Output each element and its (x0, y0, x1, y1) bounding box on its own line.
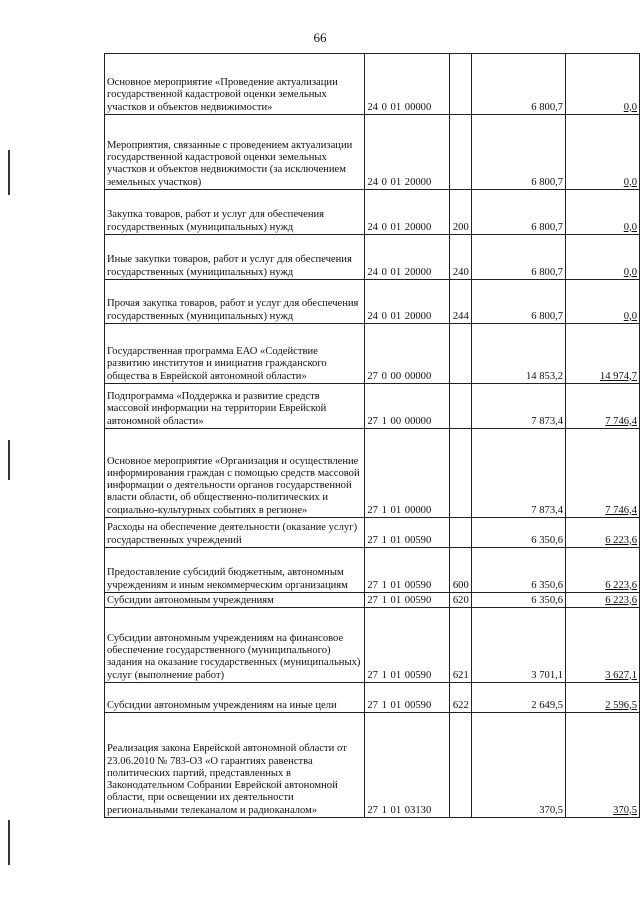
row-value-2: 0,0 (566, 280, 640, 324)
row-code: 27 1 01 03130 (365, 713, 450, 818)
row-name: Реализация закона Еврейской автономной области от 23.06.2010 № 783-ОЗ «О гарантиях равенства политических партий, представленных в Законодательном Собрании Еврейской автономной области, при освещении их деятельности региональными телеканалом и радиоканалом» (105, 713, 365, 818)
row-value-2: 3 627,1 (566, 608, 640, 683)
row-name: Субсидии автономным учреждениям (105, 593, 365, 608)
row-value-1: 14 853,2 (472, 324, 566, 384)
row-value-2: 370,5 (566, 713, 640, 818)
row-vr (450, 713, 472, 818)
row-vr (450, 115, 472, 190)
row-value-1: 6 350,6 (472, 518, 566, 548)
row-vr (450, 324, 472, 384)
row-code: 27 1 01 00000 (365, 429, 450, 518)
row-value-2: 2 596,5 (566, 683, 640, 713)
row-code: 24 0 01 20000 (365, 280, 450, 324)
margin-mark (8, 820, 10, 865)
row-value-1: 7 873,4 (472, 384, 566, 429)
table-row (105, 190, 640, 235)
row-value-1: 6 800,7 (472, 115, 566, 190)
table-row (105, 429, 640, 518)
table-row (105, 713, 640, 818)
row-name: Подпрограмма «Поддержка и развитие средств массовой информации на территории Еврейской автономной области» (105, 384, 365, 429)
row-code: 27 1 01 00590 (365, 548, 450, 593)
row-vr: 620 (450, 593, 472, 608)
table-row (105, 54, 640, 115)
table-row (105, 593, 640, 608)
row-vr (450, 384, 472, 429)
row-name: Государственная программа ЕАО «Содействие развитию институтов и инициатив гражданского общества в Еврейской автономной области» (105, 324, 365, 384)
row-name: Субсидии автономным учреждениям на финансовое обеспечение государственного (муниципального) задания на оказание государственных (муниципальных) услуг (выполнение работ) (105, 608, 365, 683)
budget-table (104, 53, 640, 818)
table-row (105, 280, 640, 324)
row-name: Иные закупки товаров, работ и услуг для обеспечения государственных (муниципальных) нужд (105, 235, 365, 280)
row-value-1: 6 800,7 (472, 190, 566, 235)
row-value-1: 3 701,1 (472, 608, 566, 683)
row-value-1: 6 350,6 (472, 548, 566, 593)
row-value-2: 6 223,6 (566, 518, 640, 548)
row-vr: 621 (450, 608, 472, 683)
row-code: 24 0 01 20000 (365, 190, 450, 235)
row-code: 24 0 01 20000 (365, 115, 450, 190)
table-row (105, 608, 640, 683)
row-name: Основное мероприятие «Проведение актуализации государственной кадастровой оценки земельных участков и объектов недвижимости» (105, 54, 365, 115)
margin-mark (8, 150, 10, 195)
row-vr: 200 (450, 190, 472, 235)
row-name: Расходы на обеспечение деятельности (оказание услуг) государственных учреждений (105, 518, 365, 548)
row-vr: 622 (450, 683, 472, 713)
row-value-2: 0,0 (566, 235, 640, 280)
page-number: 66 (313, 30, 327, 45)
row-vr: 600 (450, 548, 472, 593)
row-value-1: 2 649,5 (472, 683, 566, 713)
row-name: Закупка товаров, работ и услуг для обеспечения государственных (муниципальных) нужд (105, 190, 365, 235)
row-value-1: 370,5 (472, 713, 566, 818)
row-code: 27 0 00 00000 (365, 324, 450, 384)
row-value-1: 6 800,7 (472, 280, 566, 324)
row-value-1: 6 800,7 (472, 54, 566, 115)
row-name: Предоставление субсидий бюджетным, автономным учреждениям и иным некоммерческим организациям (105, 548, 365, 593)
row-name: Мероприятия, связанные с проведением актуализации государственной кадастровой оценки земельных участков и объектов недвижимости (за исключением земельных участков) (105, 115, 365, 190)
row-code: 24 0 01 00000 (365, 54, 450, 115)
row-value-2: 7 746,4 (566, 384, 640, 429)
row-value-2: 0,0 (566, 190, 640, 235)
table-row (105, 548, 640, 593)
row-vr (450, 54, 472, 115)
row-value-2: 7 746,4 (566, 429, 640, 518)
row-code: 27 1 01 00590 (365, 683, 450, 713)
row-code: 27 1 01 00590 (365, 518, 450, 548)
row-code: 24 0 01 20000 (365, 235, 450, 280)
row-name: Субсидии автономным учреждениям на иные цели (105, 683, 365, 713)
row-code: 27 1 01 00590 (365, 593, 450, 608)
row-value-1: 7 873,4 (472, 429, 566, 518)
row-value-2: 14 974,7 (566, 324, 640, 384)
row-vr (450, 429, 472, 518)
row-value-2: 6 223,6 (566, 548, 640, 593)
row-value-2: 6 223,6 (566, 593, 640, 608)
row-vr: 244 (450, 280, 472, 324)
row-vr (450, 518, 472, 548)
table-row (105, 324, 640, 384)
row-value-1: 6 350,6 (472, 593, 566, 608)
row-value-1: 6 800,7 (472, 235, 566, 280)
row-code: 27 1 00 00000 (365, 384, 450, 429)
table-row (105, 235, 640, 280)
table-row (105, 384, 640, 429)
table-row (105, 518, 640, 548)
row-name: Основное мероприятие «Организация и осуществление информирования граждан с помощью средств массовой информации о деятельности органов государственной власти области, об общественно-политических и социально-культурных событиях в регионе» (105, 429, 365, 518)
table-row (105, 115, 640, 190)
row-value-2: 0,0 (566, 54, 640, 115)
row-vr: 240 (450, 235, 472, 280)
margin-mark (8, 440, 10, 480)
table-row (105, 683, 640, 713)
row-name: Прочая закупка товаров, работ и услуг для обеспечения государственных (муниципальных) нужд (105, 280, 365, 324)
row-value-2: 0,0 (566, 115, 640, 190)
row-code: 27 1 01 00590 (365, 608, 450, 683)
